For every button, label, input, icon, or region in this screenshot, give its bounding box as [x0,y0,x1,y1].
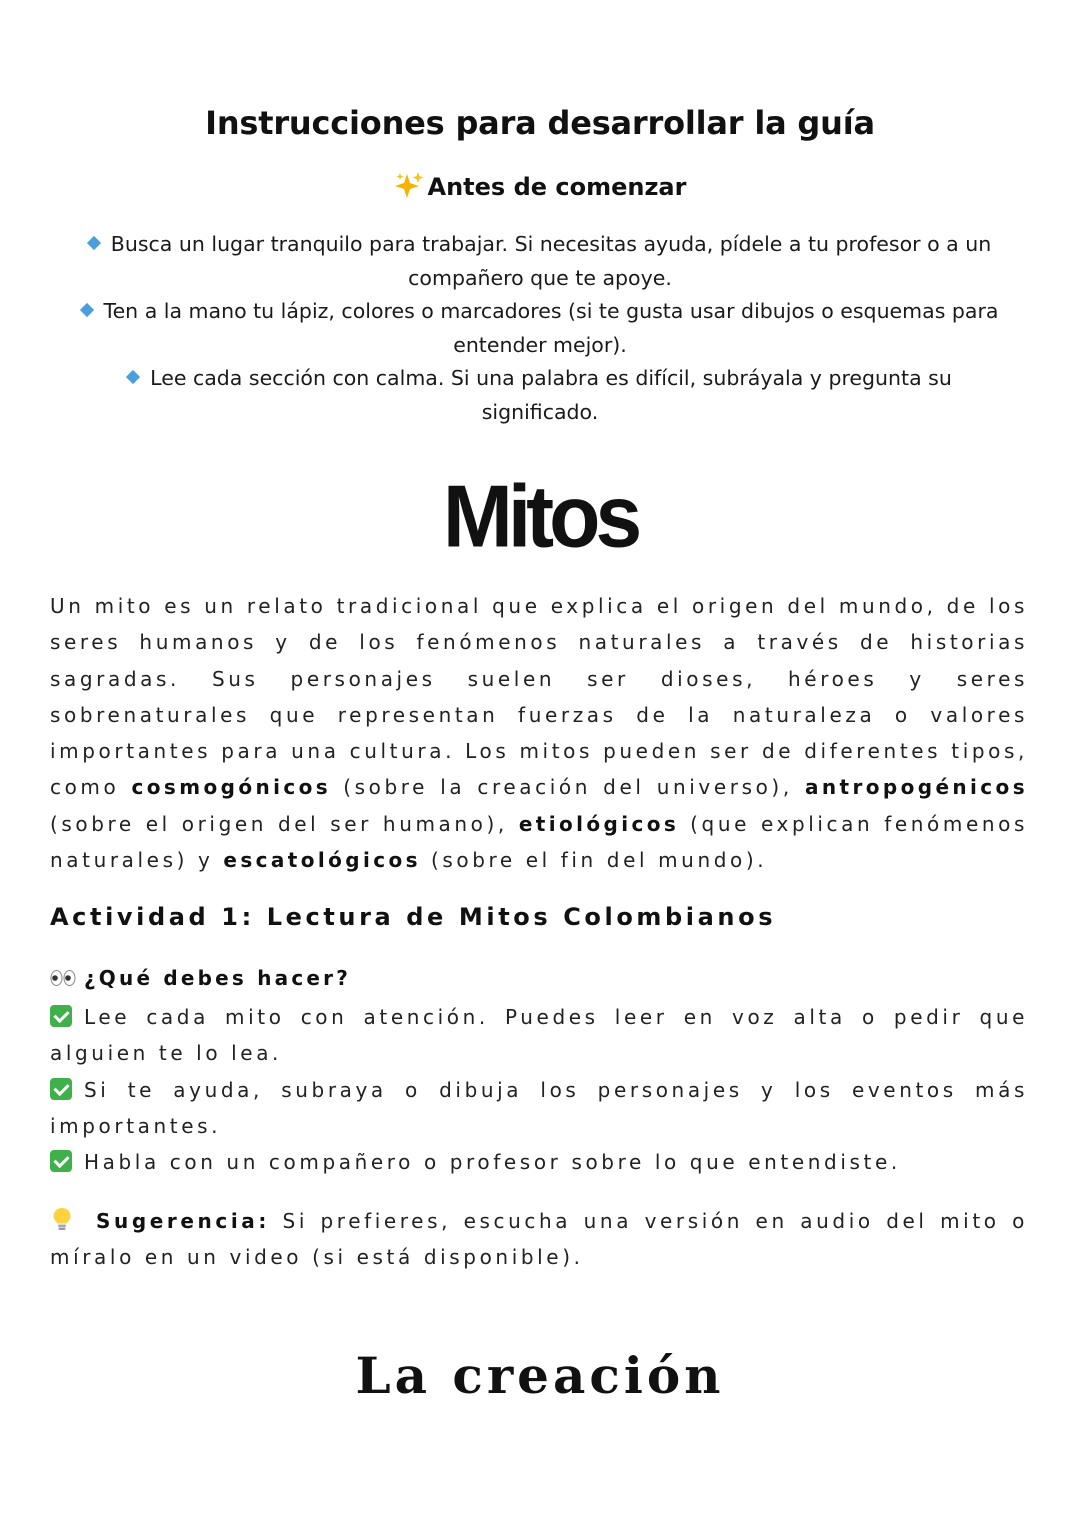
page-title: Instrucciones para desarrollar la guía [205,104,875,142]
list-item-continuation: compañero que te apoye. [408,265,672,290]
steps-list [50,999,1028,1180]
step-text: Lee cada mito con atención. Puedes leer en voz alta o pedir que alguien te lo lea. [50,1005,1028,1066]
list-item [70,362,1010,429]
diamond-bullet-icon [126,370,140,384]
term-etiologicos: etiológicos [518,811,680,836]
step-text: Habla con un compañero o profesor sobre lo que entendiste. [84,1150,901,1175]
tip-paragraph [50,1203,1028,1276]
task-title-text: ¿Qué debes hacer? [84,966,352,990]
mitos-paragraph [50,588,1028,878]
la-creacion-heading: La creación [355,1346,725,1405]
step-text: Si te ayuda, subraya o dibuja los personajes y los eventos más importantes. [50,1077,1028,1138]
task-title [50,966,351,990]
term-escatologicos: escatológicos [223,848,421,873]
eyes-icon [50,969,76,987]
instruction-text: Lee cada sección con calma. Si una palabra es difícil, subráyala y pregunta su significado. [150,366,952,424]
lightbulb-icon [50,1206,74,1232]
subtitle-text: Antes de comenzar [427,173,687,201]
check-icon [50,1150,72,1172]
activity-title: Actividad 1: Lectura de Mitos Colombianos [50,903,777,931]
instruction-text: Ten a la mano tu lápiz, colores o marcadores (si te gusta usar dibujos o esquemas para [103,299,999,323]
check-icon [50,1005,72,1027]
term-desc: (sobre el fin del mundo). [430,848,768,873]
term-cosmogonicos: cosmogónicos [131,775,332,800]
list-item [50,999,1028,1072]
check-icon [50,1078,72,1100]
mitos-heading: Mitos [442,466,638,566]
list-item [70,228,1010,262]
intro-text: Un mito es un relato tradicional que explica el origen del mundo, de los seres humanos y de los fenómenos naturales a través de historias sagradas. Sus personajes suelen ser dioses, héroes y seres sobrenaturales que representan fuerzas de la naturaleza o valores importantes para una cultura. Los mitos pueden ser de diferentes tipos, como [50,594,1028,800]
instructions-list [70,228,1010,429]
term-desc: (sobre la creación del universo), [343,775,793,800]
list-item [70,295,1010,329]
instruction-text: Busca un lugar tranquilo para trabajar. Si necesitas ayuda, pídele a tu profesor o a un [110,232,992,256]
sparkles-icon [394,171,424,199]
term-desc: (sobre el origen del ser humano), [50,811,508,836]
list-item [50,1072,1028,1145]
section-subtitle [0,171,1080,201]
tip-text: Si prefieres, escucha una versión en audio del mito o míralo en un video (si está disponible). [50,1209,1028,1270]
list-item-continuation: entender mejor). [453,332,627,357]
diamond-bullet-icon [87,236,101,250]
term-antropogenicos: antropogénicos [804,775,1028,800]
diamond-bullet-icon [79,303,93,317]
term-desc: (que explican fenómenos naturales) y [50,811,1028,873]
list-item [50,1144,1028,1180]
tip-label: Sugerencia: [96,1209,270,1233]
